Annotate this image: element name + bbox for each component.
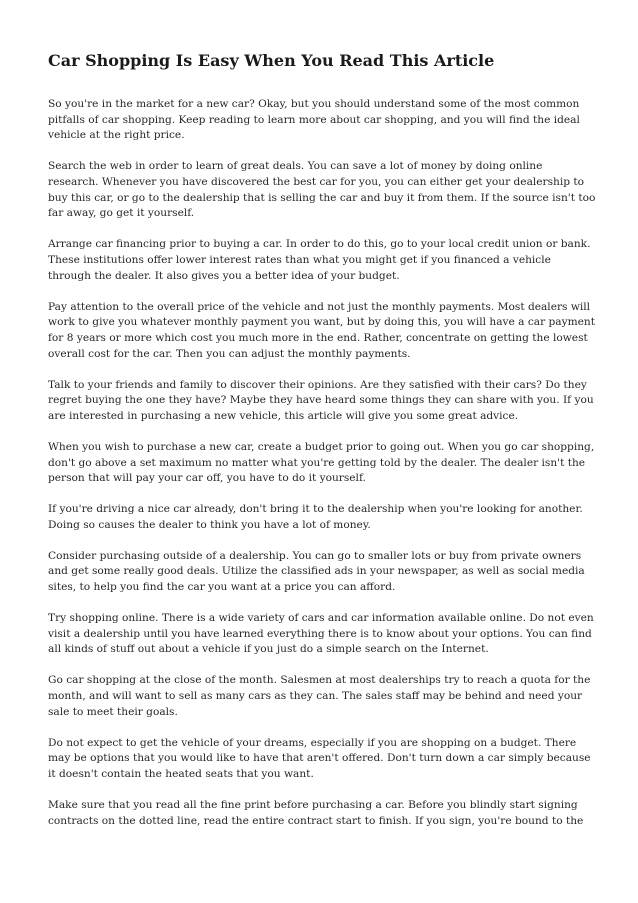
paragraph: Arrange car financing prior to buying a car. In order to do this, go to your local credit union or bank. These institutions offer lower interest rates than what you might get if you financed a vehicle through the dealer. It also gives you a better idea of your budget. xyxy=(48,238,591,282)
paragraph: Talk to your friends and family to discover their opinions. Are they satisfied with their cars? Do they regret buying the one they have? Maybe they have heard some things they can share with you. If you are interested in purchasing a new vehicle, this article will give you some great advice. xyxy=(48,378,594,422)
paragraph: Make sure that you read all the fine print before purchasing a car. Before you blindly start signing contracts on the dotted line, read the entire contract start to finish. If you sign, you're bound to the xyxy=(48,798,584,827)
paragraph: Go car shopping at the close of the month. Salesmen at most dealerships try to reach a quota for the month, and will want to sell as many cars as they can. The sales staff may be behind and need your sale to meet their goals. xyxy=(48,674,591,718)
document-page xyxy=(48,50,596,845)
paragraph: Consider purchasing outside of a dealership. You can go to smaller lots or buy from private owners and get some really good deals. Utilize the classified ads in your newspaper, as well as social media sites, to help you find the car you want at a price you can afford. xyxy=(48,549,585,594)
paragraph: So you're in the market for a new car? Okay, but you should understand some of the most common pitfalls of car shopping. Keep reading to learn more about car shopping, and you will find the ideal vehicle at the right price. xyxy=(48,98,580,142)
paragraph: If you're driving a nice car already, don't bring it to the dealership when you're looking for another. Doing so causes the dealer to think you have a lot of money. xyxy=(48,503,583,531)
paragraph: Do not expect to get the vehicle of your dreams, especially if you are shopping on a budget. There may be options that you would like to have that aren't offered. Don't turn down a car simply because it doesn't contain the heated seats that you want. xyxy=(48,736,591,781)
paragraph: Search the web in order to learn of great deals. You can save a lot of money by doing online research. Whenever you have discovered the best car for you, you can either get your dealership to buy this car, or go to the dealership that is selling the car and buy it from them. If the source isn't too far away, go get it yourself. xyxy=(48,160,596,220)
paragraph: Try shopping online. There is a wide variety of cars and car information available online. Do not even visit a dealership until you have learned everything there is to know about your options. You can find all kinds of stuff out about a vehicle if you just do a simple search on the Internet. xyxy=(48,612,594,656)
paragraph: When you wish to purchase a new car, create a budget prior to going out. When you go car shopping, don't go above a set maximum no matter what you're getting told by the dealer. The dealer isn't the person that will pay your car off, you have to do it yourself. xyxy=(48,440,595,485)
document-title: Car Shopping Is Easy When You Read This Article xyxy=(48,51,495,70)
paragraph: Pay attention to the overall price of the vehicle and not just the monthly payments. Most dealers will work to give you whatever monthly payment you want, but by doing this, you will have a car payment for 8 years or more which cost you much more in the end. Rather, concentrate on getting the lowest overall cost for the car. Then you can adjust the monthly payments. xyxy=(48,300,596,360)
